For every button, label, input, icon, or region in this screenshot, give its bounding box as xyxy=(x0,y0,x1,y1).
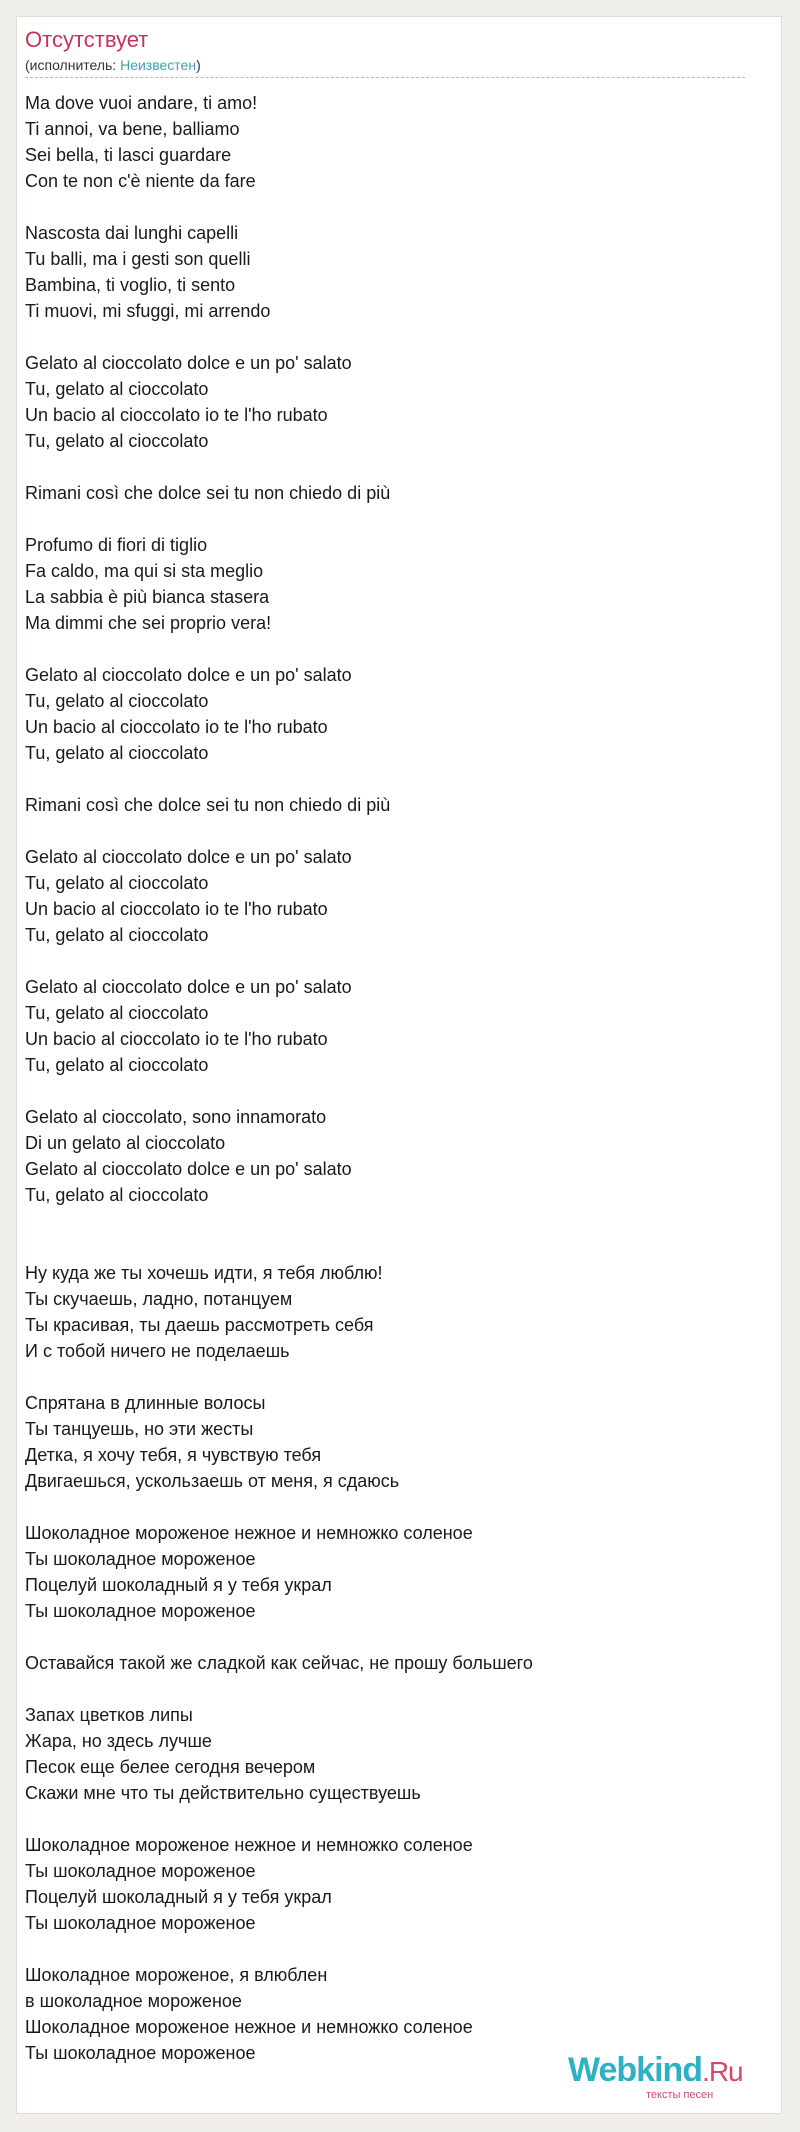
lyric-line: Fa caldo, ma qui si sta meglio xyxy=(25,561,264,581)
lyric-line: Bambina, ti voglio, ti sento xyxy=(25,275,236,295)
lyric-line: Ты красивая, ты даешь рассмотреть себя xyxy=(25,1315,374,1335)
stanza-gap xyxy=(25,324,745,350)
lyric-line: Gelato al cioccolato dolce e un po' salato xyxy=(25,1159,352,1179)
lyric-line: Di un gelato al cioccolato xyxy=(25,1133,226,1153)
lyric-line: Gelato al cioccolato dolce e un po' salato xyxy=(25,977,352,997)
lyric-line: Tu, gelato al cioccolato xyxy=(25,743,209,763)
lyric-line: Con te non c'è niente da fare xyxy=(25,171,256,191)
stanza-gap xyxy=(25,1364,745,1390)
lyric-line: Поцелуй шоколадный я у тебя украл xyxy=(25,1575,332,1595)
artist-link[interactable]: Неизвестен xyxy=(120,57,197,73)
lyric-line: Ты шоколадное мороженое xyxy=(25,1913,256,1933)
lyric-line: Ты танцуешь, но эти жесты xyxy=(25,1419,254,1439)
lyric-line: Двигаешься, ускользаешь от меня, я сдаюсь xyxy=(25,1471,400,1491)
stanza xyxy=(25,1104,745,1208)
lyric-line: Жара, но здесь лучше xyxy=(25,1731,212,1751)
lyric-line: Песок еще белее сегодня вечером xyxy=(25,1757,316,1777)
stanza xyxy=(25,220,745,324)
stanza-gap xyxy=(25,194,745,220)
lyric-line: Tu, gelato al cioccolato xyxy=(25,1185,209,1205)
lyric-line: Шоколадное мороженое нежное и немножко соленое xyxy=(25,1835,473,1855)
lyric-line: Запах цветков липы xyxy=(25,1705,193,1725)
logo-main-text: Webkind xyxy=(568,2051,703,2089)
lyric-line: Поцелуй шоколадный я у тебя украл xyxy=(25,1887,332,1907)
lyric-line: Tu, gelato al cioccolato xyxy=(25,1055,209,1075)
stanza-gap xyxy=(25,506,745,532)
song-title: Отсутствует xyxy=(25,27,149,52)
stanza xyxy=(25,350,745,454)
lyric-line: Ты шоколадное мороженое xyxy=(25,1601,256,1621)
stanza xyxy=(25,1650,745,1676)
webkind-logo[interactable] xyxy=(568,2050,768,2110)
stanza-gap xyxy=(25,1676,745,1702)
lyric-line: Profumo di fiori di tiglio xyxy=(25,535,208,555)
lyric-line: Nascosta dai lunghi capelli xyxy=(25,223,239,243)
stanza xyxy=(25,792,745,818)
lyric-line: в шоколадное мороженое xyxy=(25,1991,242,2011)
stanza xyxy=(25,974,745,1078)
stanza-gap xyxy=(25,636,745,662)
lyric-line: Un bacio al cioccolato io te l'ho rubato xyxy=(25,717,328,737)
lyric-line: Скажи мне что ты действительно существуешь xyxy=(25,1783,421,1803)
lyric-line: Un bacio al cioccolato io te l'ho rubato xyxy=(25,899,328,919)
lyric-line: Tu, gelato al cioccolato xyxy=(25,925,209,945)
lyric-line: Оставайся такой же сладкой как сейчас, не прошу большего xyxy=(25,1653,533,1673)
lyric-line: Детка, я хочу тебя, я чувствую тебя xyxy=(25,1445,322,1465)
artist-line xyxy=(25,56,201,74)
logo-tld: .Ru xyxy=(702,2056,743,2087)
lyric-line: Tu, gelato al cioccolato xyxy=(25,1003,209,1023)
stanza xyxy=(25,480,745,506)
stanza xyxy=(25,1520,745,1624)
lyric-line: Ты шоколадное мороженое xyxy=(25,1549,256,1569)
stanza-gap xyxy=(25,1806,745,1832)
stanza-gap xyxy=(25,1494,745,1520)
lyric-line: Gelato al cioccolato, sono innamorato xyxy=(25,1107,327,1127)
stanza xyxy=(25,662,745,766)
lyric-line: Ti annoi, va bene, balliamo xyxy=(25,119,240,139)
translation-gap xyxy=(25,1208,745,1260)
lyric-line: Ma dove vuoi andare, ti amo! xyxy=(25,93,258,113)
lyric-line: Tu, gelato al cioccolato xyxy=(25,379,209,399)
lyric-line: Gelato al cioccolato dolce e un po' salato xyxy=(25,353,352,373)
logo-tagline: тексты песен xyxy=(646,2089,714,2101)
lyric-line: Ma dimmi che sei proprio vera! xyxy=(25,613,272,633)
lyric-line: Tu balli, ma i gesti son quelli xyxy=(25,249,251,269)
stanza-gap xyxy=(25,1078,745,1104)
lyric-line: Ты шоколадное мороженое xyxy=(25,1861,256,1881)
logo-wordmark xyxy=(568,2050,743,2092)
lyric-line: Tu, gelato al cioccolato xyxy=(25,691,209,711)
lyric-line: Шоколадное мороженое нежное и немножко соленое xyxy=(25,1523,473,1543)
stanza-gap xyxy=(25,1624,745,1650)
lyric-line: Шоколадное мороженое нежное и немножко соленое xyxy=(25,2017,473,2037)
stanza xyxy=(25,844,745,948)
lyric-line: Rimani così che dolce sei tu non chiedo di più xyxy=(25,483,391,503)
lyric-line: Спрятана в длинные волосы xyxy=(25,1393,266,1413)
lyric-line: Sei bella, ti lasci guardare xyxy=(25,145,232,165)
stanza xyxy=(25,1260,745,1364)
lyric-line: Ну куда же ты хочешь идти, я тебя люблю! xyxy=(25,1263,383,1283)
lyric-line: И с тобой ничего не поделаешь xyxy=(25,1341,290,1361)
lyrics-body xyxy=(25,90,745,2066)
lyric-line: Un bacio al cioccolato io te l'ho rubato xyxy=(25,405,328,425)
lyric-line: Gelato al cioccolato dolce e un po' salato xyxy=(25,665,352,685)
stanza-gap xyxy=(25,766,745,792)
lyric-line: La sabbia è più bianca stasera xyxy=(25,587,270,607)
artist-suffix: ) xyxy=(196,57,201,73)
stanza xyxy=(25,90,745,194)
lyric-line: Ты шоколадное мороженое xyxy=(25,2043,256,2063)
stanza xyxy=(25,1390,745,1494)
artist-prefix: (исполнитель: xyxy=(25,57,121,73)
stanza-gap xyxy=(25,948,745,974)
lyric-line: Tu, gelato al cioccolato xyxy=(25,873,209,893)
lyric-line: Шоколадное мороженое, я влюблен xyxy=(25,1965,328,1985)
lyric-line: Un bacio al cioccolato io te l'ho rubato xyxy=(25,1029,328,1049)
lyric-line: Gelato al cioccolato dolce e un po' salato xyxy=(25,847,352,867)
header-divider xyxy=(25,77,745,78)
lyric-line: Ты скучаешь, ладно, потанцуем xyxy=(25,1289,293,1309)
lyric-line: Tu, gelato al cioccolato xyxy=(25,431,209,451)
lyric-line: Rimani così che dolce sei tu non chiedo di più xyxy=(25,795,391,815)
stanza-gap xyxy=(25,454,745,480)
stanza xyxy=(25,532,745,636)
stanza xyxy=(25,1702,745,1806)
stanza xyxy=(25,1832,745,1936)
stanza-gap xyxy=(25,1936,745,1962)
stanza-gap xyxy=(25,818,745,844)
lyric-line: Ti muovi, mi sfuggi, mi arrendo xyxy=(25,301,271,321)
